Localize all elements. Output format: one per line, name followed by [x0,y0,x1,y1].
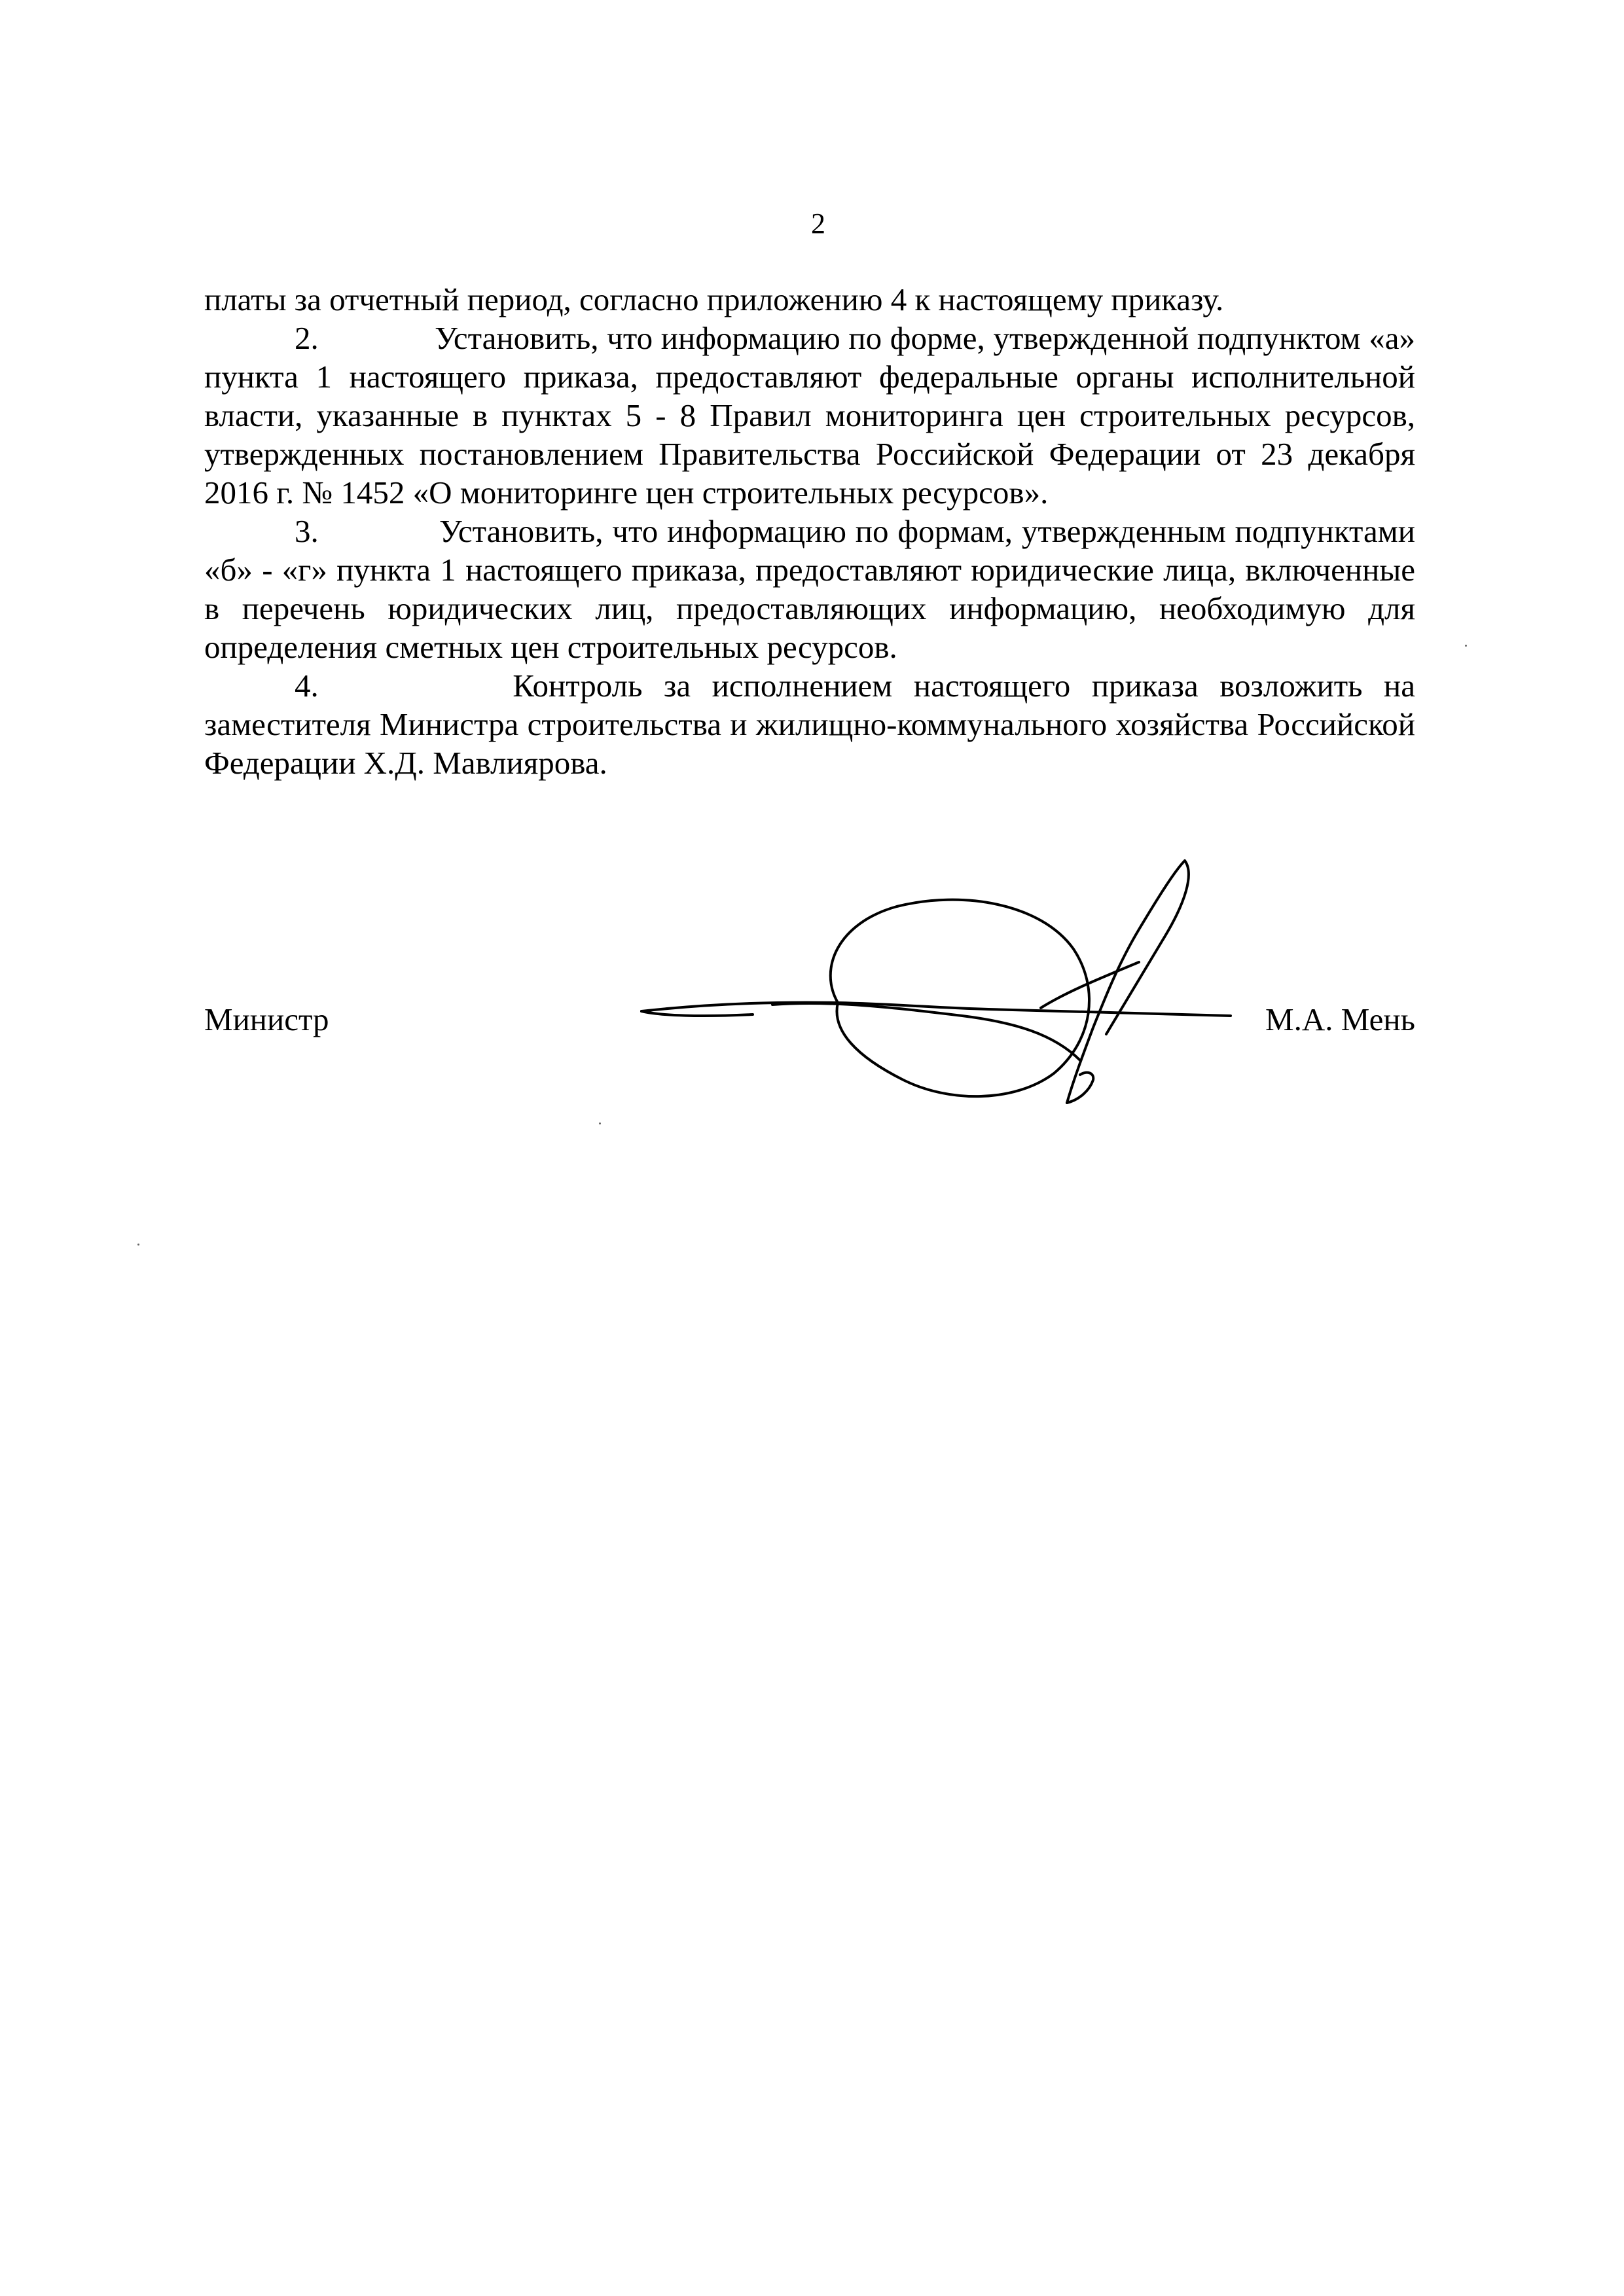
paragraph-item-3 [204,512,1415,666]
paragraph-item-2 [204,319,1415,512]
item-number: 4. [295,668,319,704]
item-text: Установить, что информацию по форме, утвержденной подпунктом «а» пункта 1 настоящего приказа, предоставляют федеральные органы исполнительной власти, указанные в пунктах 5 - 8 Правил мониторинга цен строительных ресурсов, утвержденных постановлением Правительства Российской Федерации от 23 декабря 2016 г. № 1452 «О мониторинге цен строительных ресурсов». [204,320,1415,511]
scan-speck [599,1122,601,1124]
item-text: Установить, что информацию по формам, утвержденным подпунктами «б» - «г» пункта 1 настоящего приказа, предоставляют юридические лица, включенные в перечень юридических лиц, предоставляющих информацию, необходимую для определения сметных цен строительных ресурсов. [204,513,1415,665]
item-number: 2. [295,320,319,356]
signer-position: Министр [204,1001,329,1037]
document-body [204,280,1415,782]
page-number: 2 [811,207,825,240]
item-number: 3. [295,513,319,549]
item-text: Контроль за исполнением настоящего приказа возложить на заместителя Министра строительства и жилищно-коммунального хозяйства Российской Федерации Х.Д. Мавлиярова. [204,668,1416,781]
scan-speck [137,1244,139,1246]
signer-name: М.А. Мень [1265,1001,1415,1037]
paragraph-item-4 [204,666,1415,782]
handwritten-signature [622,844,1250,1119]
scan-speck [1465,645,1467,647]
paragraph-continuation: платы за отчетный период, согласно приложению 4 к настоящему приказу. [204,281,1224,317]
